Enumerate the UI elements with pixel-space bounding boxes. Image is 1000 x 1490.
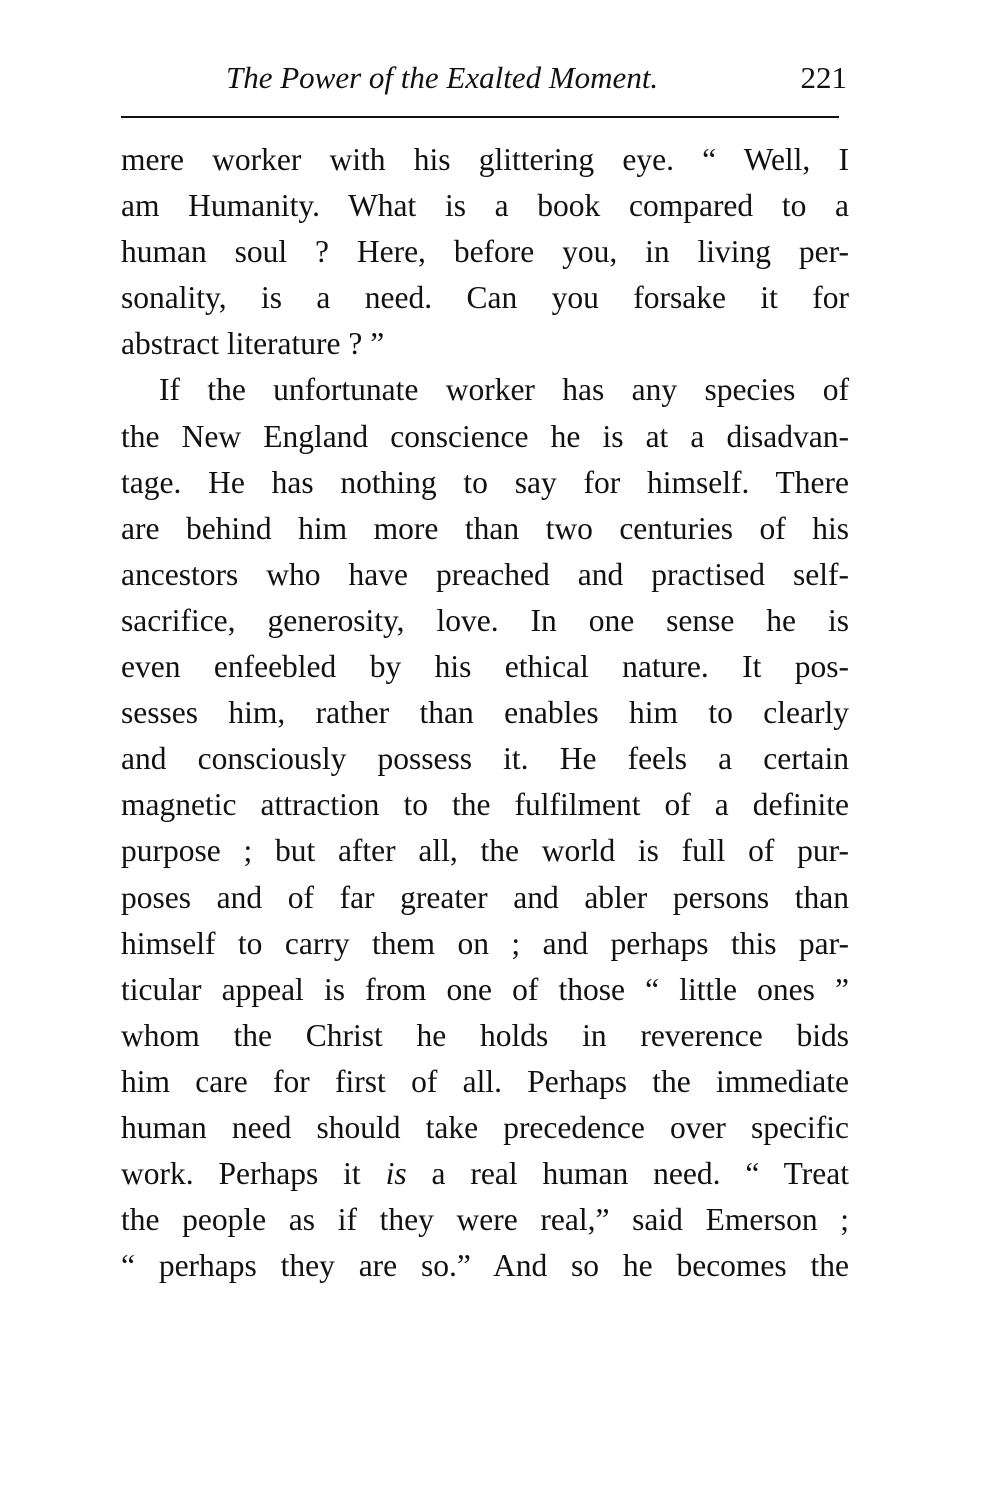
- paragraph: [121, 137, 849, 367]
- text-line: tage. He has nothing to say for himself. There: [121, 464, 849, 500]
- text-line: sesses him, rather than enables him to clearly: [121, 695, 849, 731]
- text-line: magnetic attraction to the fulfilment of a definite: [121, 787, 849, 823]
- text-line: the New England conscience he is at a disadvan-: [121, 418, 849, 454]
- text-line: human soul ? Here, before you, in living per-: [121, 234, 849, 270]
- text-line: “ perhaps they are so.” And so he becomes the: [121, 1248, 849, 1284]
- text-line: poses and of far greater and abler persons than: [121, 879, 849, 915]
- text-line: abstract literature ? ”: [121, 326, 385, 362]
- text-line: whom the Christ he holds in reverence bids: [121, 1017, 849, 1053]
- text-line: ancestors who have preached and practised self-: [121, 556, 849, 592]
- text-line: the people as if they were real,” said Emerson ;: [121, 1202, 849, 1238]
- running-title: The Power of the Exalted Moment.: [226, 60, 659, 95]
- text-line: himself to carry them on ; and perhaps this par-: [121, 925, 849, 961]
- text-line: sonality, is a need. Can you forsake it for: [121, 280, 849, 316]
- text-line: and consciously possess it. He feels a certain: [121, 741, 849, 777]
- text-line: him care for first of all. Perhaps the immediate: [121, 1063, 849, 1099]
- text-line: mere worker with his glittering eye. “ Well, I: [121, 142, 849, 177]
- text-line: sacrifice, generosity, love. In one sense he is: [121, 602, 849, 638]
- text-line: If the unfortunate worker has any species of: [159, 372, 849, 408]
- text-line: ticular appeal is from one of those “ little ones ”: [121, 971, 849, 1007]
- paragraph: [121, 367, 849, 1289]
- emphasis: is: [385, 1156, 407, 1192]
- page-number: 221: [800, 60, 847, 95]
- book-page: [121, 0, 849, 1490]
- header-rule: [121, 116, 839, 118]
- text-line: are behind him more than two centuries of his: [121, 510, 849, 546]
- text-line: am Humanity. What is a book compared to a: [121, 188, 849, 224]
- text-line: purpose ; but after all, the world is full of pur-: [121, 833, 849, 869]
- body-text: [121, 137, 849, 1289]
- text-line: even enfeebled by his ethical nature. It pos-: [121, 649, 849, 685]
- running-head: [121, 56, 849, 100]
- text-line: work. Perhaps it is a real human need. “ Treat: [121, 1156, 849, 1192]
- text-line: human need should take precedence over specific: [121, 1109, 849, 1145]
